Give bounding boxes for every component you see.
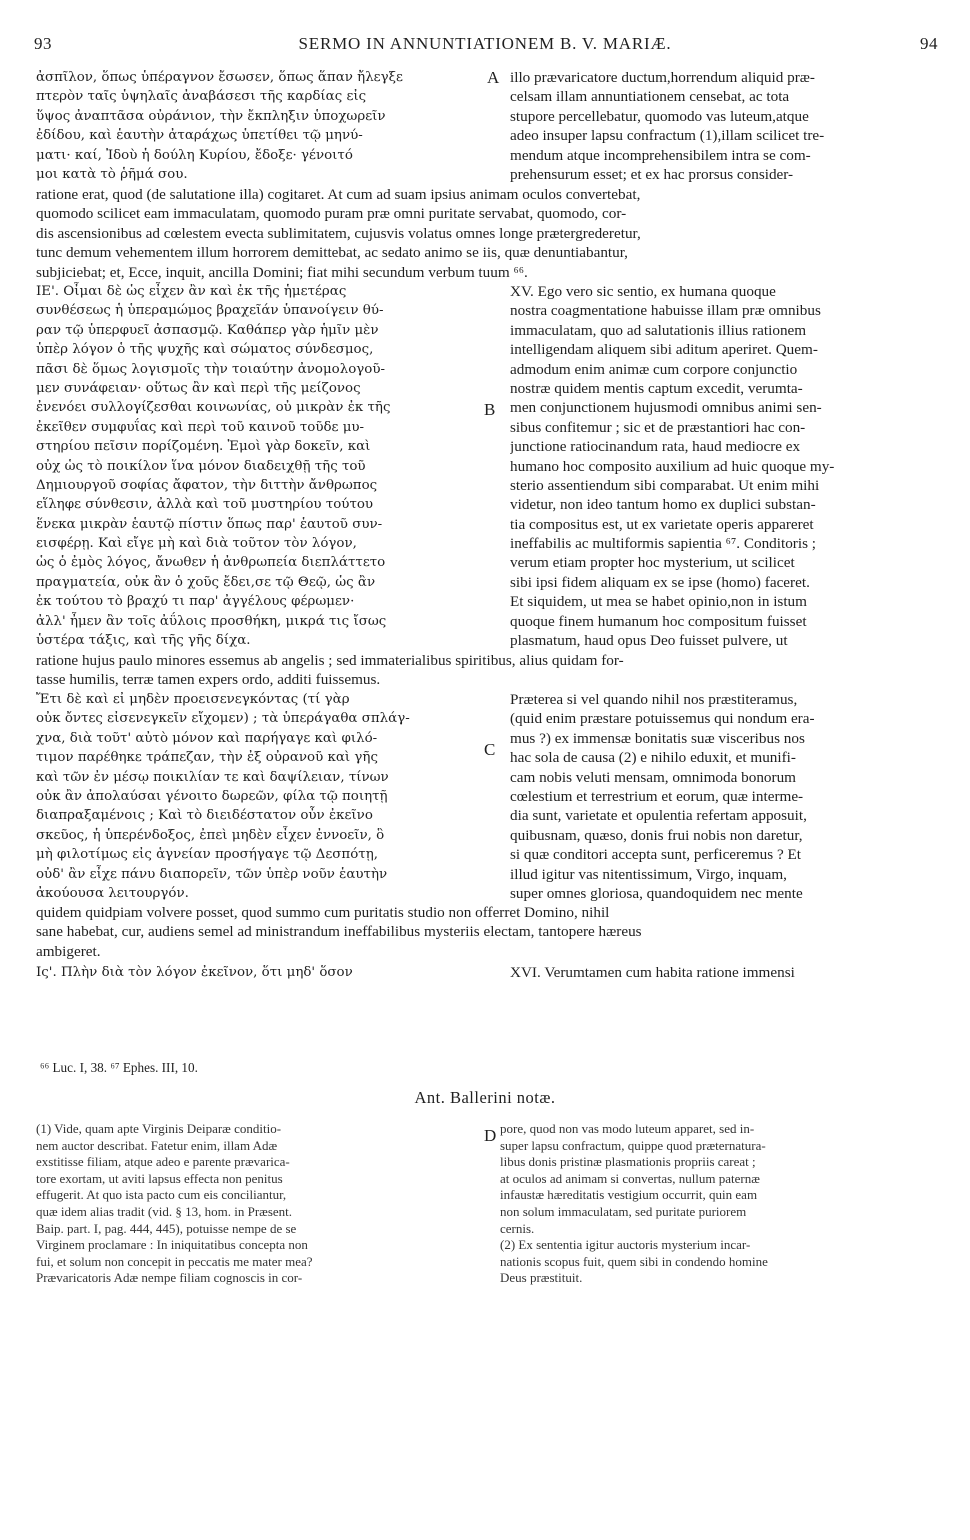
text-line: quæ idem alias tradit (vid. § 13, hom. in Præsent. (36, 1203, 293, 1219)
text-line: fui, et solum non concepit in peccatis me mater mea? (36, 1253, 313, 1269)
text-line: Ις'. Πλὴν διὰ τὸν λόγον ἐκεῖνον, ὅτι μηδ' ὅσον (36, 965, 353, 980)
text-line: quibusnam, quæso, donis frui nobis non daretur, (510, 826, 803, 844)
text-line: XV. Ego vero sic sentio, ex humana quoque (510, 283, 776, 300)
text-line: libus donis pristinæ plasmationis propriis careat ; (500, 1154, 756, 1170)
text-line: ἐνενόει συλλογίζεσθαι κοινωνίας, οὐ μικρὰν ἐκ τῆς (36, 400, 391, 416)
text-line: adeo insuper lapsu confractum (1),illam scilicet tre- (510, 127, 825, 145)
text-line: tia compositus est, ut ex varietate operis appareret (510, 515, 814, 533)
text-line: super lapsu confractum, quippe quod præternatura- (500, 1137, 766, 1153)
text-line: ratione erat, quod (de salutatione illa) cogitaret. At cum ad suam ipsius animam oculos convertebat, (36, 186, 641, 203)
text-line: tore exortam, ut aviti lapsus effecta non penitus (36, 1170, 283, 1186)
text-line: (2) Ex sententia igitur auctoris mysterium incar- (500, 1237, 751, 1253)
text-line: cœlestium et terrestrium et eorum, quæ interme- (510, 787, 804, 805)
text-line: μεν συνάφειαν· οὕτως ἂν καὶ περὶ τῆς μείζονος (36, 380, 361, 396)
text-line: πραγματεία, οὐκ ἂν ὁ χοῦς ἔδει,σε τῷ Θεῷ, ὡς ἂν (36, 574, 376, 590)
text-line: nem auctor describat. Fatetur enim, illam Adæ (36, 1137, 278, 1153)
text-line: διαπραξαμένοις ; Καὶ τὸ διειδέστατον οὖν ἐκεῖνο (36, 808, 373, 824)
text-line: οὐχ ὡς τὸ ποικίλον ἵνα μόνον διαδειχθῇ τῆς τοῦ (36, 458, 366, 474)
text-line: stupore percellebatur, quomodo vas luteum,atque (510, 107, 809, 125)
greek-column (36, 963, 484, 982)
text-line: tunc demum vehementem illum horrorem demittebat, ac sedato animo se iis, quæ denuntiabantur, (36, 244, 628, 262)
text-line: intelligendam aliquem sibi aditum aperiret. Quem- (510, 341, 818, 359)
text-line: ἐκ τούτου τὸ βραχύ τι παρ' ἀγγέλους φέρωμεν· (36, 594, 355, 610)
text-line: humano hoc composito auxilium ad huic quoque my- (510, 457, 835, 475)
greek-column (36, 690, 484, 903)
text-line: tasse humilis, terræ tamen expers ordo, additi fuissemus. (36, 671, 381, 689)
notes-column (500, 1121, 940, 1287)
text-line: sane habebat, cur, audiens semel ad ministrandum ineffabilibus mysteriis electam, tantopere hæreus (36, 923, 642, 941)
latin-full-width-text (36, 903, 942, 961)
text-line: nostræ quidem mentis captum excedit, verumta- (510, 379, 803, 397)
text-line: Baip. part. I, pag. 444, 445), potuisse nempe de se (36, 1220, 297, 1236)
text-line: ματι· καί, Ἰδοὺ ἡ δούλη Κυρίου, ἔδοξε· γένοιτό (36, 147, 353, 163)
text-line: ἀσπῖλον, ὅπως ὑπέραγνον ἔσωσεν, ὅπως ἅπαν ἤλεγξε (36, 70, 403, 85)
text-line: verum etiam propter hoc mysterium, ut scilicet (510, 554, 795, 572)
text-line: Prævaricatoris Adæ nempe filiam cognoscis in cor- (36, 1270, 303, 1286)
text-line: plasmatum, haud opus Deo fuisset pulvere, ut (510, 632, 788, 650)
section-marker-b: B (484, 400, 496, 419)
text-line: Præterea si vel quando nihil nos præstiteramus, (510, 691, 798, 708)
text-line: καὶ τῶν ἐν μέσῳ ποικιλίαν τε καὶ δαψίλειαν, τίνων (36, 769, 389, 785)
text-line: Et siquidem, ut mea se habet opinio,non in istum (510, 593, 807, 611)
running-header (28, 34, 942, 60)
text-line: ὑπὲρ λόγον ὁ τῆς ψυχῆς καὶ σώματος σύνδεσμος, (36, 342, 374, 358)
text-line: dis ascensionibus ad cœlestem evecta sublimitatem, cujusvis volatus omnes longe prætergrederetur, (36, 224, 641, 242)
text-line: πτερὸν ταῖς ὑψηλαῖς ἀναβάσεσι τῆς καρδίας εἰς (36, 89, 367, 105)
greek-column (36, 282, 484, 650)
text-line: μοι κατὰ τὸ ῥῆμά σου. (36, 166, 188, 182)
text-line: ἀκούουσα λειτουργόν. (36, 885, 189, 901)
text-line: εἵληφε σύνθεσιν, ἀλλὰ καὶ τοῦ μυστηρίου τούτου (36, 497, 374, 513)
text-line: illud igitur vas nitentissimum, Virgo, inquam, (510, 865, 787, 883)
text-line: Ἔτι δὲ καὶ εἰ μηδὲν προεισενεγκόντας (τί γὰρ (36, 692, 350, 707)
text-line: ἀλλ' ἦμεν ἂν τοῖς ἀΰλοις προσθήκη, μικρά τις ἴσως (36, 613, 387, 629)
page-number-right: 94 (920, 34, 938, 53)
text-line: dia sunt, varietate et opulentia refertam apposuit, (510, 807, 807, 825)
notes-heading: Ant. Ballerini notæ. (414, 1088, 556, 1107)
text-line: XVI. Verumtamen cum habita ratione immensi (510, 964, 795, 981)
text-line: hac sola de causa (2) e nihilo eduxit, et munifi- (510, 749, 796, 767)
text-line: at oculos ad animam si convertas, nullum paternæ (500, 1170, 760, 1186)
text-line: mendum atque incomprehensibilem intra se com- (510, 146, 811, 164)
text-line: illo prævaricatore ductum,horrendum aliquid præ- (510, 69, 815, 86)
text-line: immaculatam, quo ad salutationis illius rationem (510, 321, 807, 339)
page-number-left: 93 (34, 34, 52, 53)
text-line: συνθέσεως ἡ ὑπεραμώμος βραχεῖάν ὑπανοίγειν θύ- (36, 303, 384, 319)
text-line: Deus præstituit. (500, 1270, 583, 1286)
text-line: ambigeret. (36, 942, 101, 960)
text-line: infaustæ hæreditatis vestigium occurrit, quin eam (500, 1187, 758, 1203)
text-line: ἐκεῖθεν συμφυΐας καὶ περὶ τοῦ καινοῦ τοῦδε μυ- (36, 419, 365, 435)
text-line: prehensurum esset; et ex hac prorsus consider- (510, 165, 794, 183)
text-line: cernis. (500, 1220, 535, 1236)
section-marker-d: D (484, 1126, 497, 1145)
latin-column (510, 68, 942, 184)
text-line: men conjunctionem hujusmodi omnibus animi sen- (510, 399, 822, 417)
text-line: subjiciebat; et, Ecce, inquit, ancilla Domini; fiat mihi secundum verbum tuum ⁶⁶. (36, 263, 528, 281)
text-line: Δημιουργοῦ σοφίας ἄφατον, τὴν διττὴν ἄνθρωπος (36, 477, 378, 493)
text-line: οὐκ ὄντες εἰσενεγκεῖν εἴχομεν) ; τὰ ὑπεράγαθα σπλάγ- (36, 711, 410, 727)
text-line: ἕνεκα μικρὰν ἑαυτῷ πίστιν ὅπως παρ' ἑαυτοῦ συν- (36, 516, 383, 532)
text-line: μὴ φιλοτίμως εἰς ἁγνείαν προσήγαγε τῷ Δεσπότῃ, (36, 847, 378, 863)
text-line: nostra coagmentatione habuisse illam præ omnibus (510, 302, 821, 320)
latin-column (510, 282, 942, 650)
text-line: effugerit. At quo ista pacto cum eis conciliantur, (36, 1187, 287, 1203)
text-line: celsam illam annuntiationem censebat, ac tota (510, 88, 790, 106)
text-line: οὐδ' ἂν εἶχε πάνυ διαπορεῖν, τῶν ὑπὲρ νοῦν ἑαυτὴν (36, 866, 388, 882)
text-line: ραν τῷ ὑπερφυεῖ ἀσπασμῷ. Καθάπερ γὰρ ἡμῖν μὲν (36, 322, 379, 338)
text-line: quoque finem humanum hoc compositum fuisset (510, 612, 807, 630)
section-marker-a: A (487, 68, 500, 87)
text-line: non solum immaculatam, sed puritate puriorem (500, 1203, 747, 1219)
text-line: οὐκ ἂν ἀπολαύσαι γένοιτο δωρεῶν, φίλα τῷ ποιητῇ (36, 788, 388, 804)
text-line: σκεῦος, ἡ ὑπερένδοξος, ἐπεὶ μηδὲν εἶχεν ἐννοεῖν, ὃ (36, 827, 385, 843)
running-title: SERMO IN ANNUNTIATIONEM B. V. MARIÆ. (298, 34, 672, 53)
text-line: ΙΕ'. Οἶμαι δὲ ὡς εἶχεν ἂν καὶ ἐκ τῆς ἡμετέρας (36, 284, 347, 299)
latin-column (510, 963, 942, 982)
text-line: ὕψος ἀναπτᾶσα οὐράνιον, τὴν ἔκπληξιν ὑποχωρεῖν (36, 108, 386, 124)
text-line: admodum enim animæ cum corpore conjunctio (510, 360, 798, 378)
text-line: εισφέρῃ. Καὶ εἴγε μὴ καὶ διὰ τοῦτον τὸν λόγον, (36, 536, 357, 552)
notes-column (36, 1121, 476, 1287)
text-line: Virginem proclamare : In iniquitatibus concepta non (36, 1237, 308, 1253)
text-line: στηρίου πεῖσιν πορίζομένη. Ἐμοὶ γὰρ δοκεῖν, καὶ (36, 439, 371, 455)
text-line: mus ?) ex immensæ bonitatis suæ visceribus nos (510, 729, 805, 747)
text-line: ὑστέρα τάξις, καὶ τῆς γῆς δίχα. (36, 633, 251, 649)
text-line: ineffabilis ac multiformis sapientia ⁶⁷. Conditoris ; (510, 535, 816, 553)
text-line: videtur, non ideo tantum homo ex duplici substan- (510, 496, 816, 514)
text-line: (quid enim præstare potuissemus qui nondum era- (510, 710, 815, 728)
text-line: quidem quidpiam volvere posset, quod summo cum puritatis studio non offerret Domino, nihil (36, 904, 610, 921)
text-line: sterio assentiendum sibi comparabat. Ut enim mihi (510, 476, 820, 494)
text-line: pore, quod non vas modo luteum apparet, sed in- (500, 1121, 755, 1136)
text-line: si quæ conditori accepta sunt, perficeremus ? Et (510, 846, 801, 864)
text-line: junctione ratiocinandum rata, haud mediocre ex (510, 438, 801, 456)
text-line: ratione hujus paulo minores essemus ab angelis ; sed immaterialibus spiritibus, alius quidam for- (36, 652, 624, 669)
latin-full-width-text (36, 651, 942, 690)
text-line: (1) Vide, quam apte Virginis Deiparæ conditio- (36, 1121, 282, 1136)
text-line: sibi ipsi fidem aliquam ex se ipse (homo) faceret. (510, 573, 810, 591)
text-line: super omnes gloriosa, quandoquidem nec mente (510, 884, 803, 902)
section-marker-c: C (484, 740, 496, 759)
latin-column (510, 690, 942, 903)
text-line: ἐδίδου, καὶ ἑαυτὴν ἀταράχως ὑπετίθει τῷ μηνύ- (36, 128, 363, 144)
text-line: ὡς ὁ ἐμὸς λόγος, ἄνωθεν ἡ ἀνθρωπεία διεπλάττετο (36, 555, 386, 571)
text-line: χνα, διὰ τοῦτ' αὐτὸ μόνον καὶ παρήγαγε καὶ φιλό- (36, 730, 378, 746)
scripture-references: ⁶⁶ Luc. I, 38. ⁶⁷ Ephes. III, 10. (40, 1060, 198, 1075)
text-line: quomodo scilicet eam immaculatam, quomodo puram præ omni puritate servabat, quomodo, cor- (36, 205, 627, 223)
latin-full-width-text (36, 185, 942, 282)
text-line: sibus confitemur ; sic et de præstantiori hac con- (510, 418, 806, 436)
text-line: cam nobis veluti mensam, omnimoda bonorum (510, 768, 796, 786)
text-line: τιμον παρέθηκε τράπεζαν, τὴν ἐξ οὐρανοῦ καὶ γῆς (36, 750, 378, 766)
text-line: nationis scopus fuit, quem sibi in condendo homine (500, 1253, 768, 1269)
greek-column (36, 68, 484, 184)
text-line: πᾶσι δὲ ὅμως λογισμοῖς τὴν τοιαύτην ἀνομολογοῦ- (36, 361, 385, 377)
text-line: exstitisse filiam, atque adeo e parente prævarica- (36, 1154, 290, 1170)
